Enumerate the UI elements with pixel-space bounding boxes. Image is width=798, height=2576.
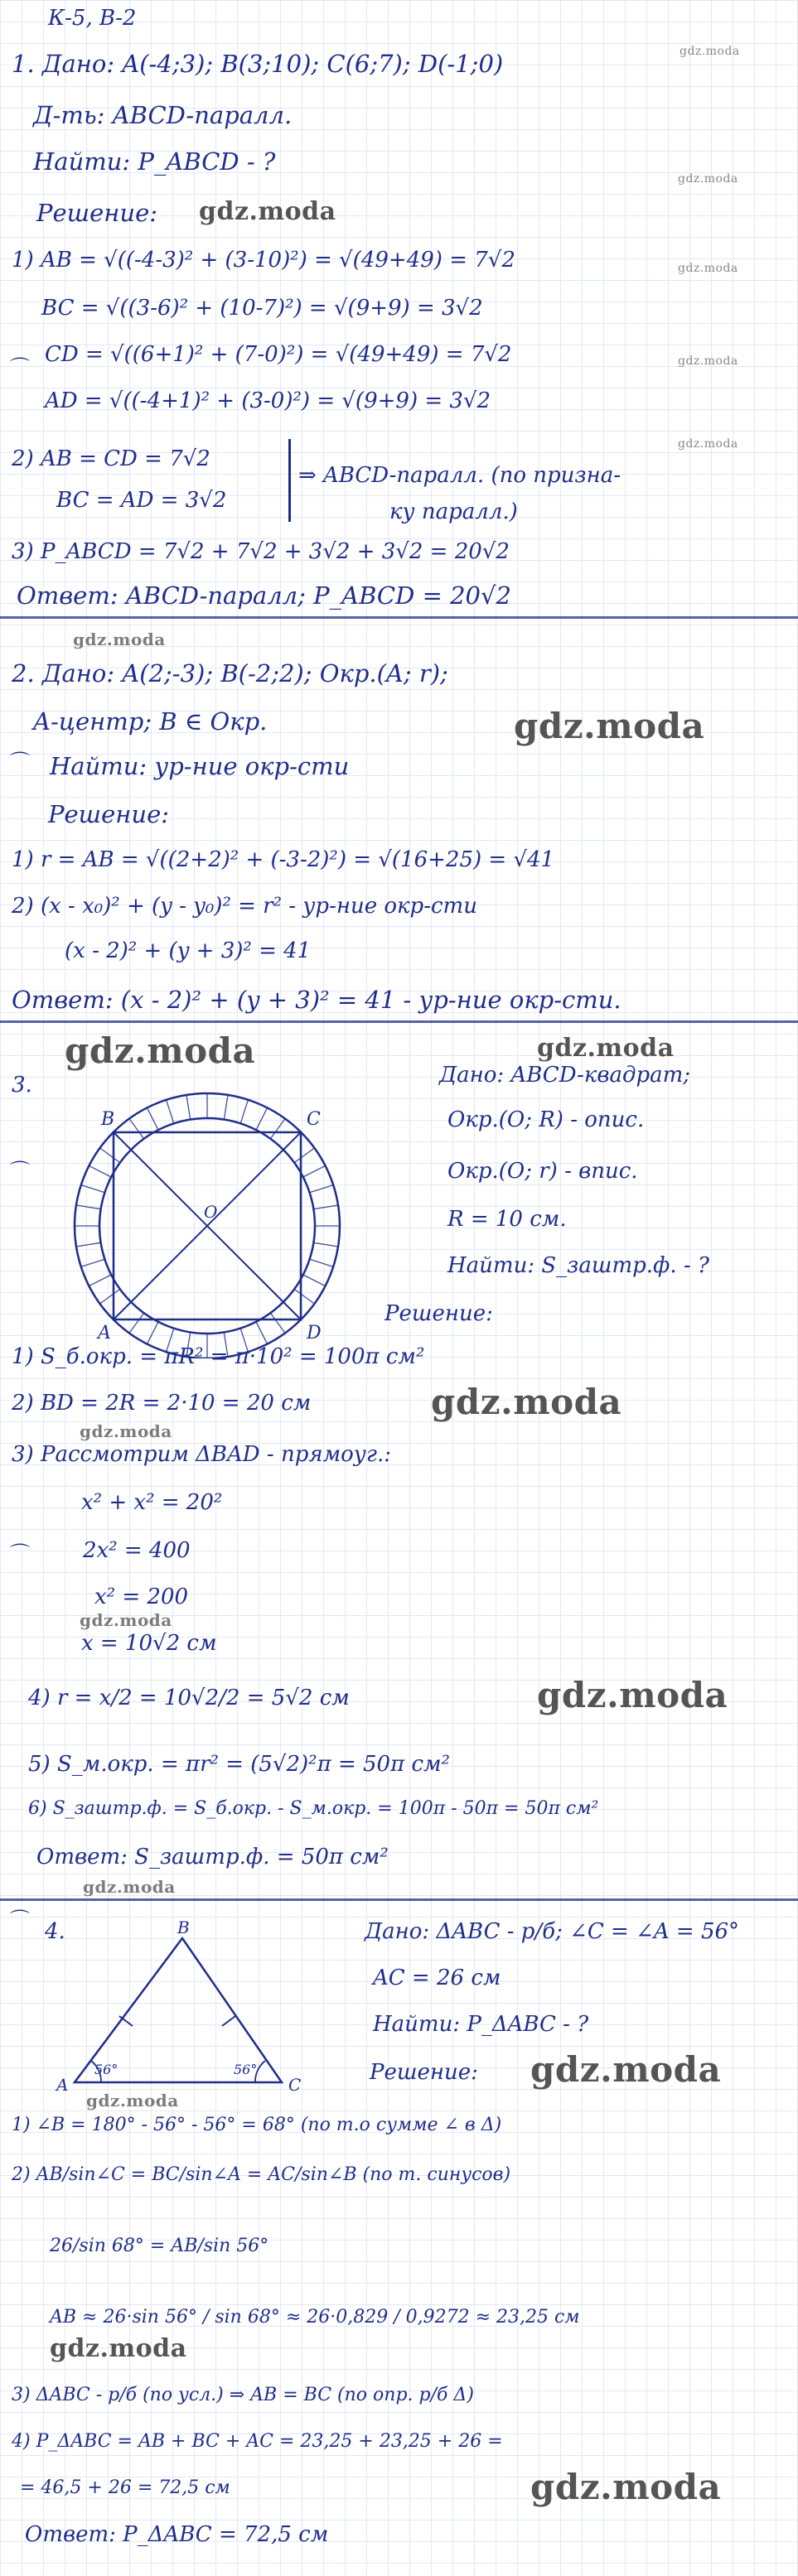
hatch-line bbox=[313, 1242, 338, 1247]
scratch-mark: ⌒ bbox=[10, 1542, 30, 1565]
tick-bc bbox=[222, 2016, 235, 2026]
p2-answer: Ответ: (x - 2)² + (y + 3)² = 41 - ур-ние окр-сти. bbox=[12, 986, 621, 1014]
variant-header: К-5, В-2 bbox=[48, 6, 137, 31]
p4-solution-heading: Решение: bbox=[370, 2060, 478, 2085]
p3-given-square: Дано: ABCD-квадрат; bbox=[439, 1063, 691, 1088]
p1-find: Найти: P_ABCD - ? bbox=[33, 147, 276, 176]
hatch-line bbox=[313, 1205, 338, 1209]
p1-prove: Д-ть: ABCD-паралл. bbox=[33, 101, 293, 129]
watermark-big: gdz.moda bbox=[537, 1675, 728, 1715]
label-d: D bbox=[307, 1323, 322, 1343]
p1-step-bc: BC = √((3-6)² + (10-7)²) = √(9+9) = 3√2 bbox=[41, 296, 483, 321]
p4-figure bbox=[50, 1920, 315, 2110]
watermark-small: gdz.moda bbox=[86, 2091, 179, 2110]
p3-eq4: x = 10√2 см bbox=[81, 1631, 217, 1656]
p3-find: Найти: S_заштр.ф. - ? bbox=[447, 1253, 709, 1278]
hatch-line bbox=[310, 1259, 334, 1266]
hatch-line bbox=[89, 1275, 111, 1286]
hatch-line bbox=[294, 1289, 314, 1304]
watermark-small: gdz.moda bbox=[80, 1610, 172, 1630]
angle-c: 56° bbox=[234, 2062, 258, 2077]
p3-given-circumscribed: Окр.(O; R) - опис. bbox=[447, 1107, 645, 1132]
p3-given-inscribed: Окр.(O; r) - впис. bbox=[447, 1159, 638, 1184]
p1-step3-perimeter: 3) P_ABCD = 7√2 + 7√2 + 3√2 + 3√2 = 20√2 bbox=[12, 539, 510, 564]
p4-step2-proportion: 26/sin 68° = AB/sin 56° bbox=[50, 2236, 269, 2256]
hatch-line bbox=[81, 1185, 105, 1193]
p4-number: 4. bbox=[45, 1919, 65, 1944]
hatch-line bbox=[270, 1313, 285, 1333]
scratch-mark: ⌒ bbox=[10, 356, 30, 379]
hatch-line bbox=[129, 1119, 144, 1139]
hatch-line bbox=[81, 1259, 105, 1266]
p1-solution-heading: Решение: bbox=[36, 199, 158, 227]
scratch-mark: ⌒ bbox=[10, 750, 30, 774]
hatch-line bbox=[186, 1095, 191, 1120]
answer-underline bbox=[0, 616, 798, 619]
angle-a: 56° bbox=[94, 2062, 118, 2077]
watermark-big: gdz.moda bbox=[514, 706, 705, 746]
hatch-line bbox=[240, 1100, 248, 1124]
p3-solution-heading: Решение: bbox=[384, 1301, 493, 1326]
p1-step2-bc-ad: BC = AD = 3√2 bbox=[56, 488, 227, 513]
hatch-line bbox=[310, 1185, 334, 1193]
watermark-small: gdz.moda bbox=[83, 1877, 176, 1897]
watermark-mid: gdz.moda bbox=[537, 1034, 675, 1063]
label-a: A bbox=[98, 1323, 111, 1343]
hatch-line bbox=[256, 1322, 268, 1344]
p1-step-cd: CD = √((6+1)² + (7-0)²) = √(49+49) = 7√2 bbox=[45, 342, 512, 367]
p2-find: Найти: ур-ние окр-сти bbox=[50, 752, 350, 780]
hatch-line bbox=[303, 1165, 326, 1177]
hatch-line bbox=[270, 1119, 285, 1139]
label-c: C bbox=[288, 2075, 302, 2095]
hatch-line bbox=[294, 1148, 314, 1163]
p3-step5: 5) S_м.окр. = πr² = (5√2)²π = 50π см² bbox=[28, 1752, 450, 1777]
watermark-corner: gdz.moda bbox=[680, 45, 740, 58]
hatch-line bbox=[76, 1242, 101, 1247]
watermark-margin: gdz.moda bbox=[678, 172, 738, 186]
watermark-big: gdz.moda bbox=[530, 2467, 722, 2507]
p2-step2-equation: (x - 2)² + (y + 3)² = 41 bbox=[65, 938, 312, 963]
p2-step2: 2) (x - x₀)² + (y - y₀)² = r² - ур-ние окр-сти bbox=[12, 894, 477, 919]
p1-step2-ab-cd: 2) AB = CD = 7√2 bbox=[12, 446, 210, 471]
p4-answer: Ответ: P_ΔABC = 72,5 см bbox=[25, 2522, 329, 2547]
watermark-mid: gdz.moda bbox=[199, 197, 336, 226]
p3-eq3: x² = 200 bbox=[94, 1585, 189, 1609]
hatch-line bbox=[100, 1289, 120, 1304]
hatch-line bbox=[100, 1148, 120, 1163]
p4-step4-result: = 46,5 + 26 = 72,5 см bbox=[20, 2477, 230, 2498]
hatch-line bbox=[129, 1313, 144, 1333]
watermark-big: gdz.moda bbox=[65, 1030, 256, 1071]
p1-answer: Ответ: ABCD-паралл; P_ABCD = 20√2 bbox=[17, 581, 511, 610]
hatch-line bbox=[224, 1095, 228, 1120]
watermark-margin: gdz.moda bbox=[678, 262, 738, 275]
p1-step2-conclusion: ⇒ ABCD-паралл. (по призна- bbox=[298, 463, 621, 488]
p4-step3: 3) ΔABC - р/б (по усл.) ⇒ AB = BC (по опр. р/б Δ) bbox=[12, 2385, 474, 2405]
label-b: B bbox=[101, 1109, 115, 1130]
p1-step2-conclusion-cont: ку паралл.) bbox=[389, 499, 518, 524]
p3-eq2: 2x² = 400 bbox=[83, 1538, 191, 1563]
triangle-abc bbox=[75, 1938, 282, 2082]
hatch-line bbox=[303, 1275, 326, 1286]
p4-step2-result: AB ≈ 26·sin 56° / sin 68° ≈ 26·0,829 / 0,9272 ≈ 23,25 см bbox=[50, 2307, 580, 2328]
watermark-margin: gdz.moda bbox=[678, 355, 738, 368]
watermark-big: gdz.moda bbox=[431, 1382, 622, 1422]
p4-step1: 1) ∠B = 180° - 56° - 56° = 68° (по т.о сумме ∠ в Δ) bbox=[12, 2115, 502, 2135]
p3-number: 3. bbox=[12, 1073, 32, 1097]
p1-given: 1. Дано: A(-4;3); B(3;10); C(6;7); D(-1;0) bbox=[12, 50, 504, 78]
p3-step6: 6) S_заштр.ф. = S_б.окр. - S_м.окр. = 100π - 50π = 50π см² bbox=[28, 1798, 599, 1819]
hatch-line bbox=[147, 1107, 158, 1130]
p2-given: 2. Дано: A(2;-3); B(-2;2); Окр.(A; r); bbox=[12, 659, 448, 687]
p4-given: Дано: ΔABC - р/б; ∠C = ∠A = 56° bbox=[365, 1919, 740, 1944]
watermark-small: gdz.moda bbox=[73, 630, 166, 649]
p3-eq1: x² + x² = 20² bbox=[81, 1490, 223, 1515]
watermark-big: gdz.moda bbox=[530, 2049, 722, 2090]
label-o: O bbox=[204, 1202, 218, 1222]
brace-line bbox=[288, 439, 291, 522]
watermark-margin: gdz.moda bbox=[678, 437, 738, 451]
scratch-mark: ⌒ bbox=[10, 1908, 30, 1932]
watermark-mid: gdz.moda bbox=[50, 2334, 187, 2363]
p2-given-cont: A-центр; B ∈ Окр. bbox=[33, 707, 268, 736]
hatch-line bbox=[167, 1100, 174, 1124]
p2-step1: 1) r = AB = √((2+2)² + (-3-2)²) = √(16+25) = √41 bbox=[12, 847, 555, 872]
p3-step3: 3) Рассмотрим ΔBAD - прямоуг.: bbox=[12, 1442, 392, 1467]
p4-step2: 2) AB/sin∠C = BC/sin∠A = AC/sin∠B (по т. синусов) bbox=[12, 2164, 511, 2185]
watermark-small: gdz.moda bbox=[80, 1421, 172, 1441]
p1-step-ad: AD = √((-4+1)² + (3-0)²) = √(9+9) = 3√2 bbox=[45, 388, 491, 413]
hatch-line bbox=[256, 1107, 268, 1130]
answer-underline bbox=[0, 1898, 798, 1901]
hatch-line bbox=[89, 1165, 111, 1177]
hatch-line bbox=[76, 1205, 101, 1209]
label-b: B bbox=[177, 1920, 190, 1937]
label-c: C bbox=[307, 1109, 321, 1130]
answer-underline bbox=[0, 1020, 798, 1023]
p4-step4: 4) P_ΔABC = AB + BC + AC = 23,25 + 23,25 + 26 = bbox=[12, 2431, 503, 2452]
p4-given-ac: AC = 26 см bbox=[373, 1966, 501, 1990]
p3-step1: 1) S_б.окр. = πR² = π·10² = 100π см² bbox=[12, 1344, 425, 1369]
p3-given-radius: R = 10 см. bbox=[447, 1207, 567, 1232]
p3-figure bbox=[50, 1077, 365, 1358]
hatch-line bbox=[147, 1322, 158, 1344]
p3-step4: 4) r = x/2 = 10√2/2 = 5√2 см bbox=[28, 1686, 350, 1710]
label-a: A bbox=[56, 2075, 69, 2095]
p2-solution-heading: Решение: bbox=[48, 800, 170, 828]
p3-answer: Ответ: S_заштр.ф. = 50π см² bbox=[36, 1845, 389, 1869]
p3-step2: 2) BD = 2R = 2·10 = 20 см bbox=[12, 1391, 312, 1416]
scratch-mark: ⌒ bbox=[10, 1160, 30, 1183]
p4-find: Найти: P_ΔABC - ? bbox=[373, 2012, 589, 2037]
p1-step-ab: 1) AB = √((-4-3)² + (3-10)²) = √(49+49) = 7√2 bbox=[12, 248, 515, 273]
